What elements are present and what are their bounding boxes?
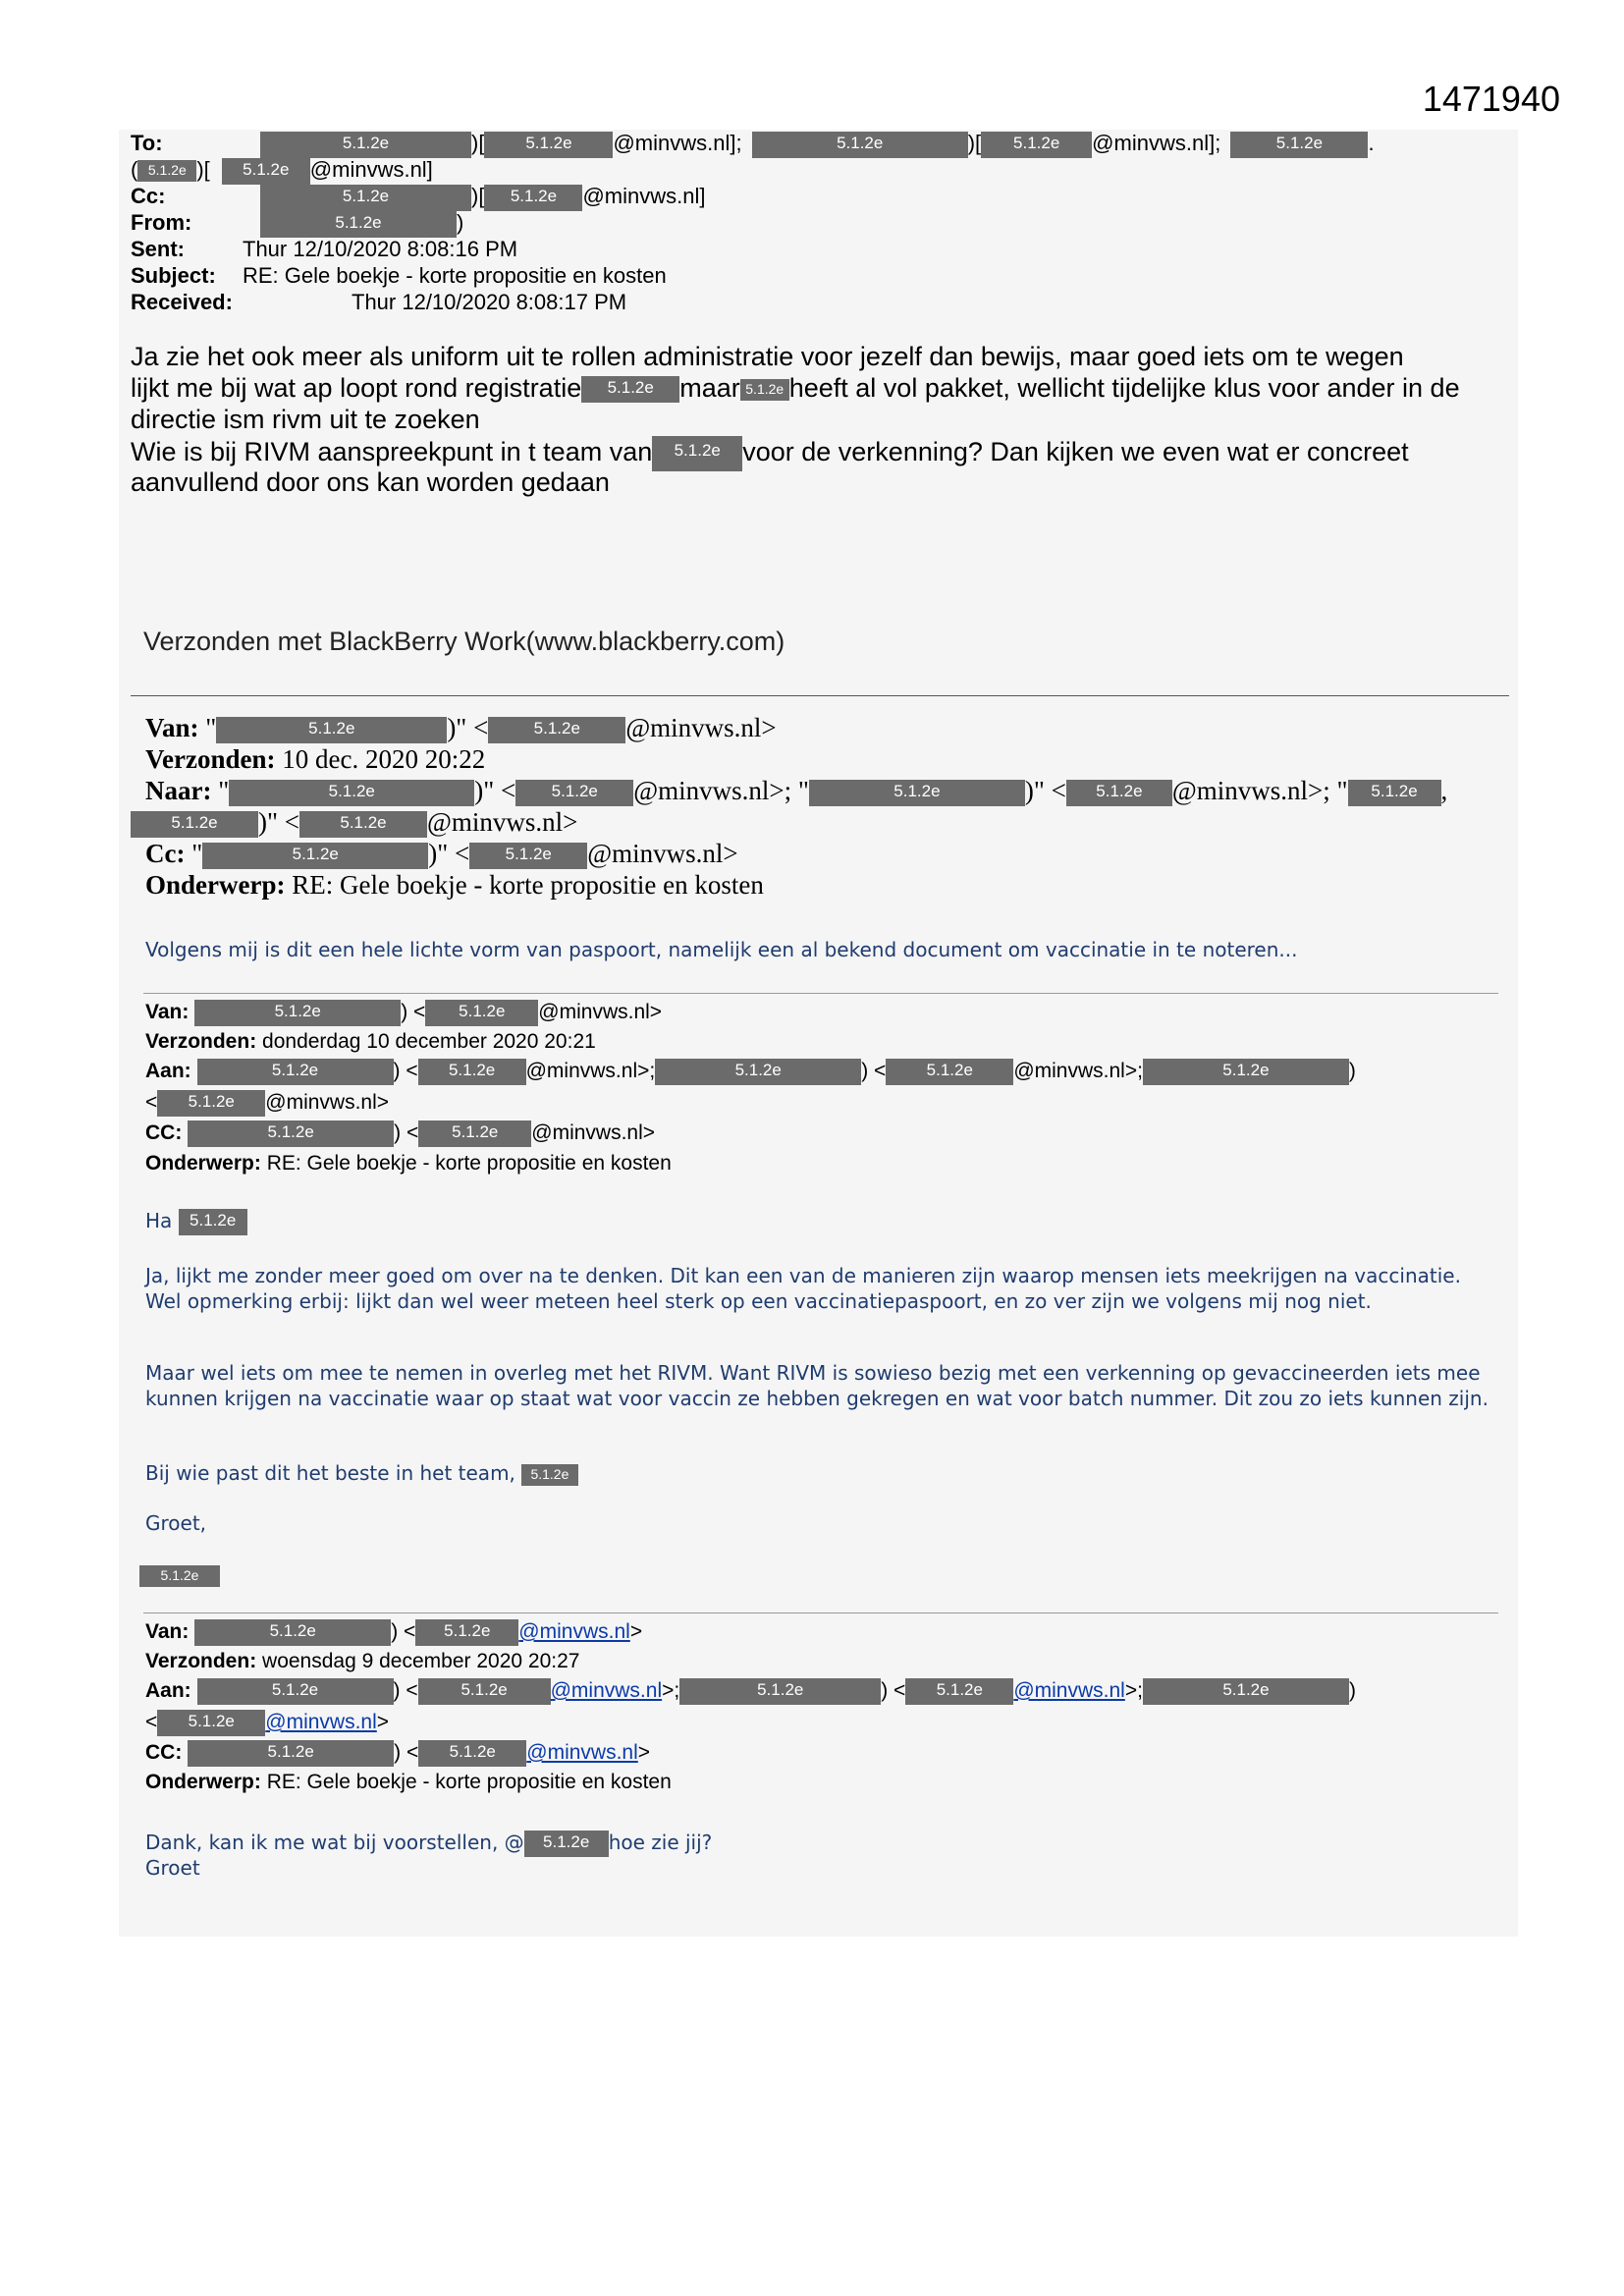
redaction: 5.1.2e	[222, 158, 310, 185]
text: hoe zie jij?	[608, 1831, 713, 1854]
message3-van-line: Van: 5.1.2e ) < 5.1.2e @minvws.nl>	[145, 1000, 662, 1026]
redaction: 5.1.2e	[157, 1090, 265, 1117]
onderwerp-value: RE: Gele boekje - korte propositie en kosten	[292, 870, 764, 900]
message4-onderwerp-line	[145, 1771, 672, 1794]
redaction: 5.1.2e	[425, 1000, 538, 1026]
redaction: 5.1.2e	[469, 843, 587, 869]
redaction: 5.1.2e	[679, 1678, 881, 1705]
redaction: 5.1.2e	[1066, 780, 1172, 806]
redaction: 5.1.2e	[139, 1565, 220, 1587]
verzonden-label: Verzonden:	[145, 1030, 257, 1053]
redaction: 5.1.2e	[137, 160, 196, 182]
verzonden-value: woensdag 9 december 2020 20:27	[262, 1650, 580, 1672]
message2-naar-line-2: 5.1.2e )" < 5.1.2e @minvws.nl>	[131, 807, 577, 838]
message3-cc-line: CC: 5.1.2e ) < 5.1.2e @minvws.nl>	[145, 1121, 655, 1147]
email-domain: @minvws.nl>;	[633, 776, 792, 805]
message3-closing: Groet,	[145, 1511, 207, 1535]
onderwerp-label: Onderwerp:	[145, 870, 286, 900]
redaction: 5.1.2e	[488, 717, 625, 743]
email-domain: @minvws.nl>;	[1171, 776, 1330, 805]
message4-aan-line: Aan: 5.1.2e ) < 5.1.2e @minvws.nl>; 5.1.2e ) < 5.1.2e @minvws.nl>; 5.1.2e )	[145, 1678, 1356, 1705]
subject-label: Subject:	[131, 263, 216, 288]
redaction: 5.1.2e	[260, 132, 471, 158]
redaction: 5.1.2e	[886, 1059, 1013, 1085]
message1-line1: Ja zie het ook meer als uniform uit te rollen administratie voor jezelf dan bewijs, maar goed iets om te wegen	[131, 342, 1404, 371]
verzonden-value: 10 dec. 2020 20:22	[282, 744, 486, 774]
email-link[interactable]: @minvws.nl	[1013, 1679, 1125, 1703]
message2-naar-line: Naar: " 5.1.2e )" < 5.1.2e @minvws.nl>; " 5.1.2e )" < 5.1.2e @minvws.nl>; " 5.1.2e ,	[145, 776, 1448, 805]
sent-label: Sent:	[131, 237, 185, 261]
redaction: 5.1.2e	[260, 211, 457, 238]
redaction: 5.1.2e	[418, 1678, 551, 1705]
naar-label: Naar:	[145, 776, 212, 805]
message4-van-line: Van: 5.1.2e ) < 5.1.2e @minvws.nl>	[145, 1619, 642, 1646]
redaction: 5.1.2e	[179, 1209, 247, 1235]
onderwerp-value: RE: Gele boekje - korte propositie en kosten	[266, 1152, 672, 1175]
message2-verzonden-line	[145, 744, 485, 775]
aan-label: Aan:	[145, 1679, 191, 1703]
redaction: 5.1.2e	[197, 1678, 394, 1705]
email-domain: @minvws.nl>	[625, 713, 777, 742]
email-domain: @minvws.nl>;	[525, 1060, 656, 1083]
redaction: 5.1.2e	[260, 185, 471, 211]
text: Bij wie past dit het beste in het team,	[145, 1461, 515, 1485]
redaction: 5.1.2e	[740, 379, 789, 401]
redaction: 5.1.2e	[202, 843, 428, 869]
from-label: From:	[131, 210, 192, 235]
message3-para3	[145, 1461, 578, 1486]
email-domain: @minvws.nl]	[582, 184, 706, 208]
redaction: 5.1.2e	[229, 780, 474, 806]
verzonden-value: donderdag 10 december 2020 20:21	[262, 1030, 596, 1053]
redaction: 5.1.2e	[1143, 1678, 1349, 1705]
header-from-line: From: 5.1.2e )	[131, 210, 463, 238]
email-domain: @minvws.nl>	[538, 1001, 663, 1024]
cc-label: CC:	[145, 1741, 183, 1765]
text: voor de verkenning? Dan kijken we even wat er concreet	[742, 437, 1409, 467]
redaction: 5.1.2e	[752, 132, 968, 158]
message1-line4	[131, 436, 1409, 471]
email-domain: @minvws.nl>	[531, 1121, 656, 1145]
redaction: 5.1.2e	[131, 811, 258, 838]
subject-value: RE: Gele boekje - korte propositie en kosten	[243, 263, 667, 288]
redaction: 5.1.2e	[418, 1121, 531, 1147]
redaction: 5.1.2e	[515, 780, 633, 806]
greeting-text: Ha	[145, 1209, 173, 1232]
received-label: Received:	[131, 290, 233, 314]
message1-line5: aanvullend door ons kan worden gedaan	[131, 467, 610, 497]
message4-body	[145, 1831, 712, 1857]
received-value: Thur 12/10/2020 8:08:17 PM	[352, 290, 627, 314]
header-to-line: To: 5.1.2e )[ 5.1.2e @minvws.nl]; 5.1.2e )[ 5.1.2e @minvws.nl]; 5.1.2e .	[131, 131, 1375, 158]
message3-aan-line: Aan: 5.1.2e ) < 5.1.2e @minvws.nl>; 5.1.2e ) < 5.1.2e @minvws.nl>; 5.1.2e )	[145, 1059, 1356, 1085]
message2-onderwerp-line	[145, 870, 764, 901]
message3-greeting	[145, 1209, 247, 1235]
header-to-line-2: ( 5.1.2e )[ 5.1.2e @minvws.nl]	[131, 157, 433, 185]
verzonden-label: Verzonden:	[145, 744, 276, 774]
email-domain: @minvws.nl]	[309, 157, 433, 182]
sent-value: Thur 12/10/2020 8:08:16 PM	[243, 237, 518, 261]
message4-closing: Groet	[145, 1856, 200, 1880]
redaction: 5.1.2e	[418, 1740, 526, 1767]
message2-cc-line: Cc: " 5.1.2e )" < 5.1.2e @minvws.nl>	[145, 839, 738, 868]
header-subject-line	[131, 263, 667, 289]
redaction: 5.1.2e	[809, 780, 1025, 806]
email-domain: @minvws.nl>	[427, 807, 578, 837]
verzonden-label: Verzonden:	[145, 1650, 257, 1672]
email-link[interactable]: @minvws.nl	[265, 1711, 377, 1734]
redaction: 5.1.2e	[194, 1619, 391, 1646]
message4-verzonden-line	[145, 1650, 579, 1673]
header-received-line	[131, 290, 626, 315]
blackberry-signature: Verzonden met BlackBerry Work(www.blackberry.com)	[143, 627, 785, 656]
to-label: To:	[131, 131, 163, 155]
message1-line3: directie ism rivm uit te zoeken	[131, 405, 480, 434]
divider	[131, 695, 1509, 696]
email-domain: @minvws.nl>	[587, 839, 738, 868]
redaction: 5.1.2e	[299, 811, 427, 838]
message2-body: Volgens mij is dit een hele lichte vorm van paspoort, namelijk een al bekend document om vaccinatie in te noteren...	[145, 938, 1298, 961]
redaction: 5.1.2e	[216, 717, 447, 743]
redaction: 5.1.2e	[1348, 780, 1441, 806]
header-cc-line: Cc: 5.1.2e )[ 5.1.2e @minvws.nl]	[131, 184, 705, 211]
redaction: 5.1.2e	[418, 1059, 526, 1085]
redaction: 5.1.2e	[194, 1000, 401, 1026]
redaction: 5.1.2e	[981, 132, 1092, 158]
email-domain: @minvws.nl>;	[1013, 1060, 1143, 1083]
divider	[143, 993, 1498, 994]
message3-para1: Ja, lijkt me zonder meer goed om over na te denken. Dit kan een van de manieren zijn waarop mensen iets meekrijgen na vaccinatie. Wel opmerking erbij: lijkt dan wel weer meteen heel sterk op een vaccinatiepaspoort, en zo ver zijn we volgens mij nog niet.	[145, 1264, 1461, 1313]
message4-aan-line-2: < 5.1.2e @minvws.nl>	[145, 1710, 389, 1736]
redaction: 5.1.2e	[655, 1059, 861, 1085]
email-domain: @minvws.nl>	[265, 1091, 390, 1115]
redaction: 5.1.2e	[484, 185, 582, 211]
email-link[interactable]: @minvws.nl	[518, 1620, 630, 1644]
header-sent-line	[131, 237, 517, 262]
onderwerp-label: Onderwerp:	[145, 1152, 261, 1175]
email-link[interactable]: @minvws.nl	[550, 1679, 663, 1703]
redaction: 5.1.2e	[197, 1059, 394, 1085]
redaction: 5.1.2e	[1230, 132, 1368, 158]
text: heeft al vol pakket, wellicht tijdelijke klus voor ander in de	[788, 373, 1460, 403]
message3-aan-line-2: < 5.1.2e @minvws.nl>	[145, 1090, 389, 1117]
text: lijkt me bij wat ap loopt rond registratie	[131, 373, 582, 403]
message3-onderwerp-line	[145, 1152, 672, 1175]
van-label: Van:	[145, 1001, 189, 1024]
message4-cc-line: CC: 5.1.2e ) < 5.1.2e @minvws.nl>	[145, 1740, 650, 1767]
redaction: 5.1.2e	[905, 1678, 1013, 1705]
message1-line2	[131, 373, 1460, 404]
onderwerp-value: RE: Gele boekje - korte propositie en kosten	[266, 1771, 672, 1793]
message2-van-line: Van: " 5.1.2e )" < 5.1.2e @minvws.nl>	[145, 713, 777, 742]
cc-label: Cc:	[145, 839, 186, 868]
document-number: 1471940	[1422, 79, 1560, 119]
email-link[interactable]: @minvws.nl	[526, 1741, 638, 1765]
message3-verzonden-line	[145, 1030, 596, 1054]
aan-label: Aan:	[145, 1060, 191, 1083]
redaction: 5.1.2e	[581, 376, 679, 403]
redaction: 5.1.2e	[521, 1464, 578, 1486]
van-label: Van:	[145, 713, 199, 742]
redaction: 5.1.2e	[484, 132, 613, 158]
email-domain: @minvws.nl];	[613, 131, 742, 155]
redaction: 5.1.2e	[188, 1740, 394, 1767]
redaction: 5.1.2e	[415, 1619, 518, 1646]
redaction: 5.1.2e	[188, 1121, 394, 1147]
text: Dank, kan ik me wat bij voorstellen, @	[145, 1831, 524, 1854]
van-label: Van:	[145, 1620, 189, 1644]
redaction: 5.1.2e	[652, 436, 742, 471]
redaction: 5.1.2e	[524, 1831, 609, 1857]
text: maar	[679, 373, 740, 403]
cc-label: Cc:	[131, 184, 166, 208]
redaction: 5.1.2e	[1143, 1059, 1349, 1085]
message3-para2: Maar wel iets om mee te nemen in overleg met het RIVM. Want RIVM is sowieso bezig met een verkenning op gevaccineerden iets mee kunnen krijgen na vaccinatie waar op staat wat voor vaccin ze hebben gekregen en wat voor batch nummer. Dit zou zo iets kunnen zijn.	[145, 1361, 1489, 1410]
cc-label: CC:	[145, 1121, 183, 1145]
text: Wie is bij RIVM aanspreekpunt in t team van	[131, 437, 653, 467]
onderwerp-label: Onderwerp:	[145, 1771, 261, 1793]
message3-signature	[139, 1562, 220, 1587]
redaction: 5.1.2e	[157, 1710, 265, 1736]
email-domain: @minvws.nl];	[1092, 131, 1221, 155]
